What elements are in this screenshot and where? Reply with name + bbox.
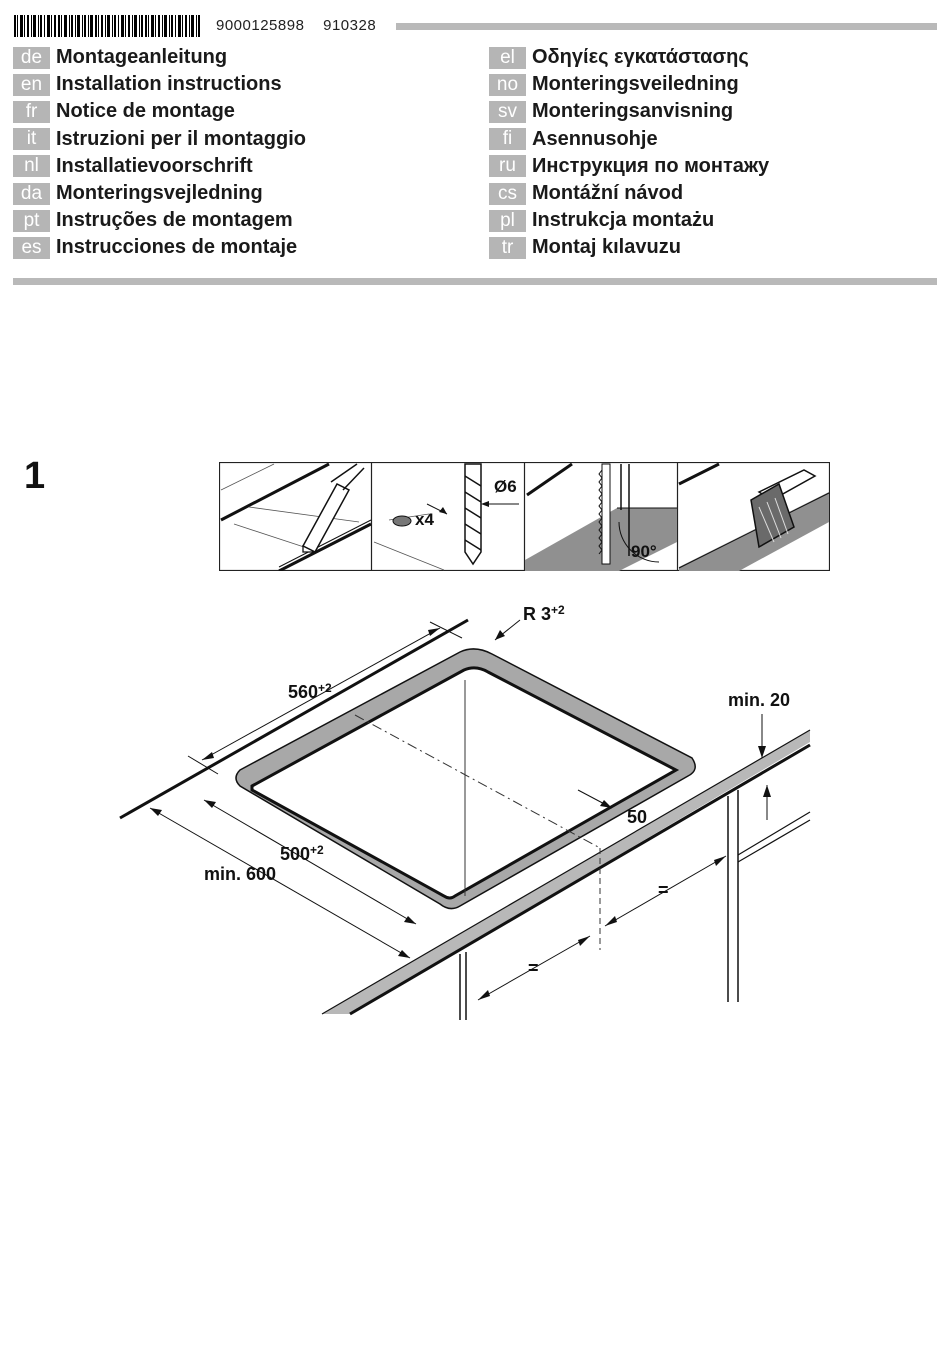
language-row <box>13 98 306 125</box>
instruction-strip <box>219 462 830 571</box>
language-code: it <box>13 128 50 150</box>
language-code: es <box>13 237 50 259</box>
language-code: fi <box>489 128 526 150</box>
language-code: en <box>13 74 50 96</box>
date-code: 910328 <box>323 17 377 34</box>
worktop-min-label: min. 600 <box>204 864 277 884</box>
language-title: Instruções de montagem <box>56 209 293 232</box>
language-row <box>13 44 306 71</box>
radius-label <box>523 603 565 624</box>
language-row <box>13 207 306 234</box>
language-row <box>13 153 306 180</box>
language-row <box>489 98 769 125</box>
depth-tolerance: +2 <box>310 843 324 857</box>
language-code: pt <box>13 210 50 232</box>
language-row <box>489 153 769 180</box>
equal-right-label: = <box>658 880 669 900</box>
barcode <box>14 15 200 37</box>
language-title: Monteringsvejledning <box>56 182 263 205</box>
width-value: 560 <box>288 682 319 702</box>
edge-min-label: min. 20 <box>728 690 791 710</box>
language-title: Instrucciones de montaje <box>56 236 298 259</box>
drill-bit-icon <box>465 464 481 564</box>
drill-diameter-label: Ø6 <box>494 477 517 496</box>
step-number: 1 <box>24 455 46 497</box>
language-title: Montážní návod <box>532 182 684 205</box>
part-number: 9000125898 <box>216 17 305 34</box>
language-code: da <box>13 183 50 205</box>
radius-value: R 3 <box>523 604 552 624</box>
language-code: sv <box>489 101 526 123</box>
hole-marker-icon <box>393 516 411 526</box>
language-code: tr <box>489 237 526 259</box>
language-row <box>489 180 769 207</box>
language-row <box>13 71 306 98</box>
language-row <box>489 126 769 153</box>
language-title: Installatievoorschrift <box>56 154 253 177</box>
language-row <box>489 234 769 261</box>
language-title: Инструкция по монтажу <box>532 154 770 177</box>
language-code: ru <box>489 155 526 177</box>
language-code: no <box>489 74 526 96</box>
language-code: nl <box>13 155 50 177</box>
equal-left-label: = <box>528 958 539 978</box>
language-code: pl <box>489 210 526 232</box>
width-label <box>288 681 332 702</box>
radius-tolerance: +2 <box>551 603 565 617</box>
language-title: Monteringsanvisning <box>532 100 734 123</box>
language-list-left <box>13 44 306 262</box>
language-row <box>489 207 769 234</box>
width-tolerance: +2 <box>318 681 332 695</box>
document-header <box>0 0 950 300</box>
depth-value: 500 <box>280 844 311 864</box>
language-title: Οδηγίες εγκατάστασης <box>532 46 749 69</box>
language-title: Instrukcja montażu <box>532 209 715 232</box>
language-row <box>13 126 306 153</box>
language-code: de <box>13 47 50 69</box>
drill-count-label: x4 <box>415 510 434 529</box>
language-title: Montageanleitung <box>56 46 228 69</box>
edge-distance-label: 50 <box>627 807 648 827</box>
language-title: Asennusohje <box>532 127 658 150</box>
language-title: Monteringsveiledning <box>532 73 739 96</box>
language-title: Montaj kılavuzu <box>532 236 681 259</box>
cutout-dimension-diagram <box>100 590 830 1030</box>
depth-label <box>280 843 324 864</box>
language-title: Istruzioni per il montaggio <box>56 127 306 150</box>
language-title: Notice de montage <box>56 100 235 123</box>
language-row <box>13 180 306 207</box>
language-row <box>489 71 769 98</box>
header-bottom-rule <box>13 278 937 285</box>
language-row <box>13 234 306 261</box>
saw-angle-label: 90° <box>631 542 657 561</box>
language-list-right <box>489 44 769 262</box>
language-row <box>489 44 769 71</box>
language-code: fr <box>13 101 50 123</box>
language-code: el <box>489 47 526 69</box>
document-codes <box>216 17 390 34</box>
language-code: cs <box>489 183 526 205</box>
language-title: Installation instructions <box>56 73 282 96</box>
header-rule <box>396 23 937 30</box>
